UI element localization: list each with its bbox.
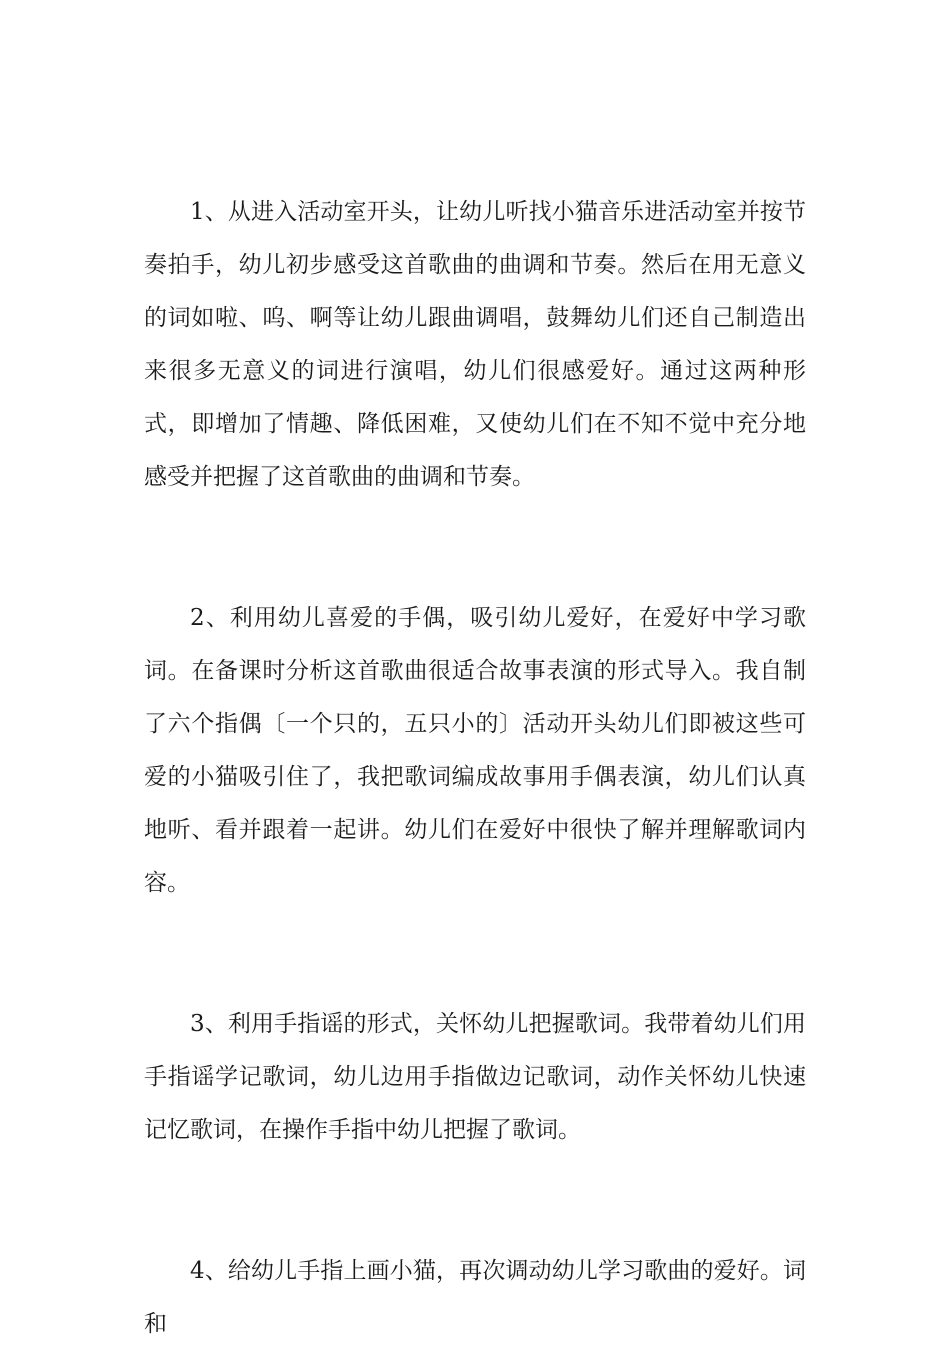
paragraph-2: 2、利用幼儿喜爱的手偶，吸引幼儿爱好，在爱好中学习歌词。在备课时分析这首歌曲很适合故事表演的形式导入。我自制了六个指偶〔一个只的，五只小的〕活动开头幼儿们即被这些可爱的小猫吸引住了，我把歌词编成故事用手偶表演，幼儿们认真地听、看并跟着一起讲。幼儿们在爱好中很快了解并理解歌词内容。 [144, 605, 806, 896]
paragraph-spacer [144, 504, 806, 592]
paragraph-spacer [144, 1157, 806, 1245]
paragraph-spacer [144, 910, 806, 998]
paragraph-4: 4、给幼儿手指上画小猫，再次调动幼儿学习歌曲的爱好。词和 [144, 1258, 806, 1337]
document-body [144, 186, 806, 1351]
paragraph-3: 3、利用手指谣的形式，关怀幼儿把握歌词。我带着幼儿们用手指谣学记歌词，幼儿边用手指做边记歌词，动作关怀幼儿快速记忆歌词，在操作手指中幼儿把握了歌词。 [144, 1011, 806, 1143]
paragraph-1: 1、从进入活动室开头，让幼儿听找小猫音乐进活动室并按节奏拍手，幼儿初步感受这首歌曲的曲调和节奏。然后在用无意义的词如啦、呜、啊等让幼儿跟曲调唱，鼓舞幼儿们还自己制造出来很多无意义的词进行演唱，幼儿们很感爱好。通过这两种形式，即增加了情趣、降低困难，又使幼儿们在不知不觉中充分地感受并把握了这首歌曲的曲调和节奏。 [144, 199, 806, 490]
